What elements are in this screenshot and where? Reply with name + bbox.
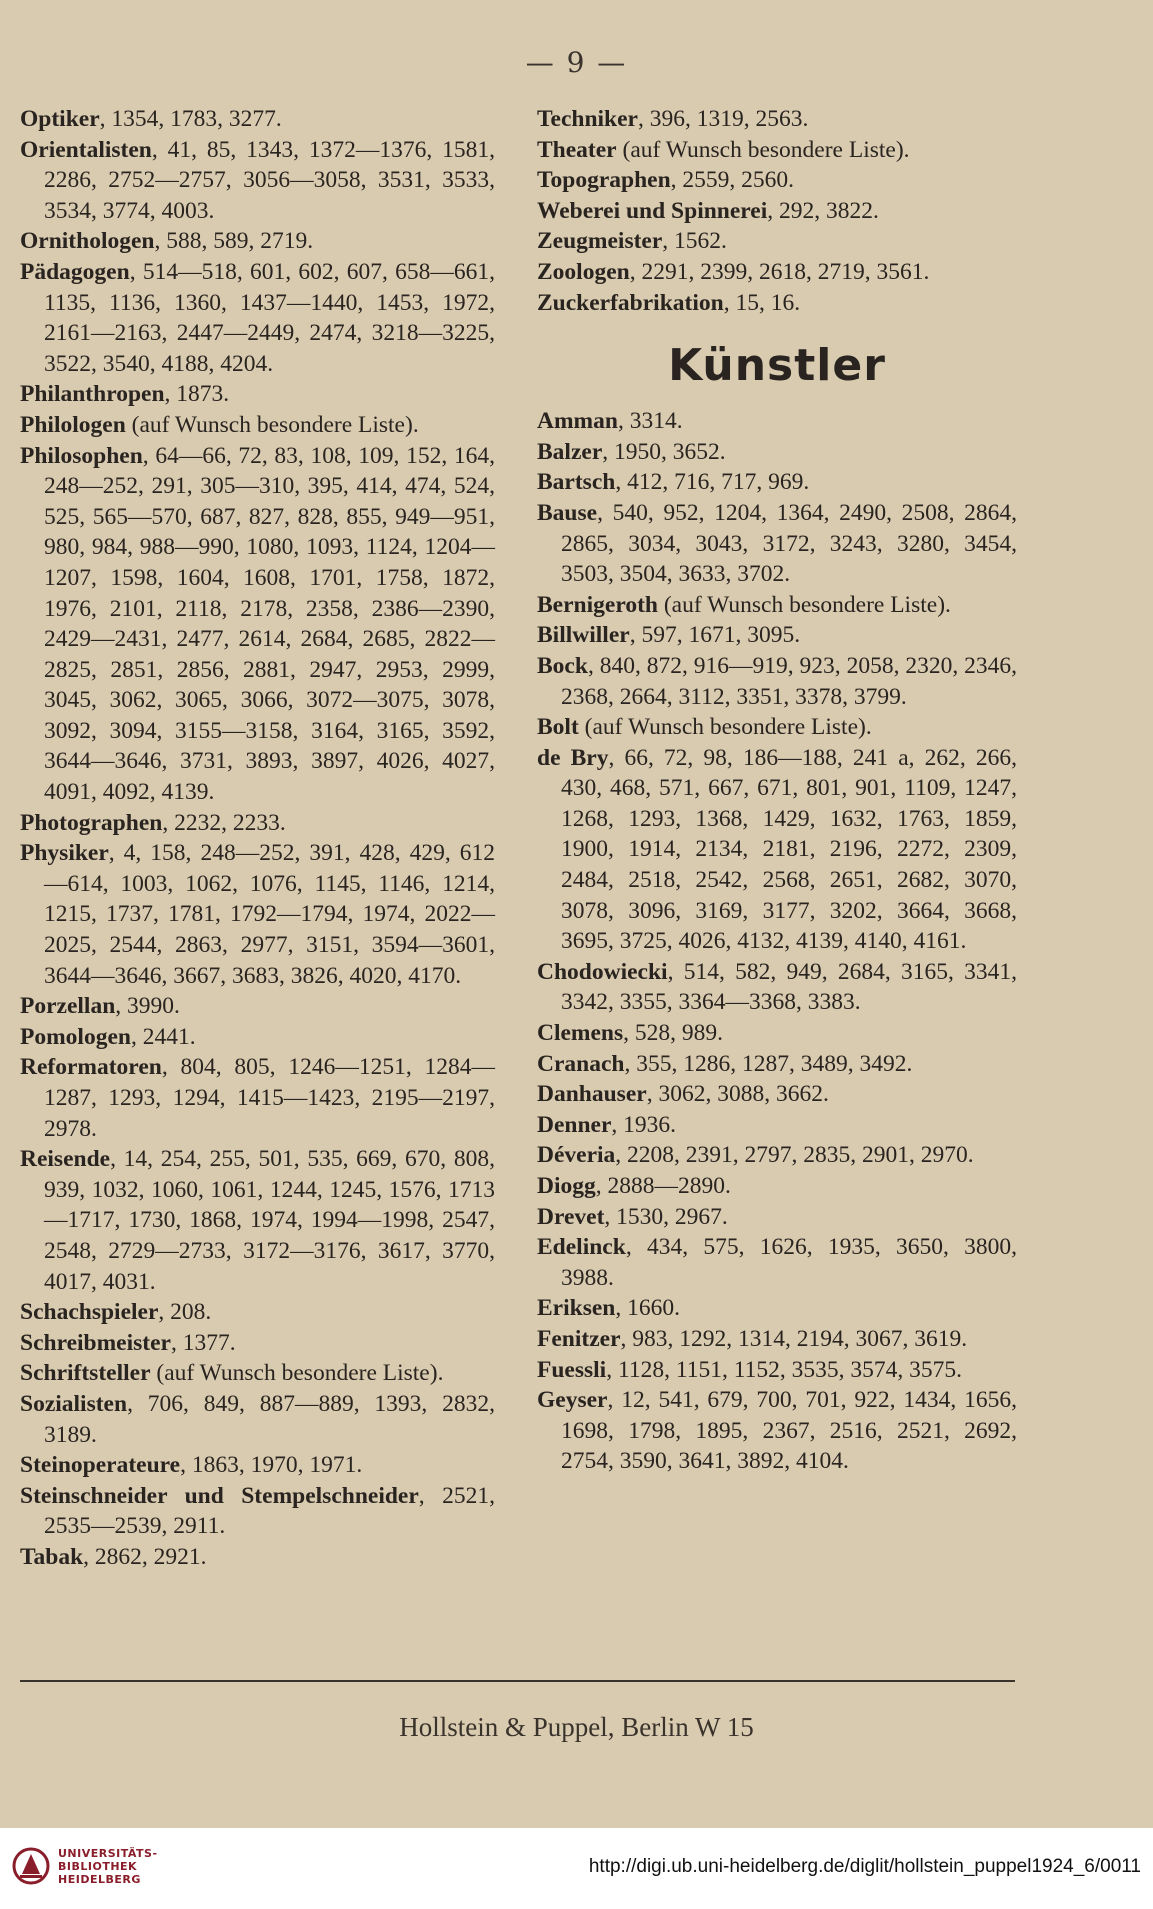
index-entry bbox=[537, 498, 1017, 590]
entry-references: , 1530, 2967. bbox=[604, 1203, 728, 1230]
index-entry bbox=[537, 957, 1017, 1018]
entry-term: Schachspieler bbox=[20, 1299, 159, 1326]
index-entry bbox=[20, 1481, 495, 1542]
index-entry bbox=[537, 1355, 1017, 1386]
entry-term: Bause bbox=[537, 499, 598, 526]
entry-references: , 528, 989. bbox=[623, 1020, 724, 1047]
left-index-column bbox=[20, 104, 495, 1573]
entry-term: Balzer bbox=[537, 438, 603, 465]
entry-references: (auf Wunsch besondere Liste). bbox=[150, 1360, 444, 1387]
entry-term: Photographen bbox=[20, 809, 163, 836]
entry-term: Pomologen bbox=[20, 1023, 131, 1050]
entry-term: Zeugmeister bbox=[537, 228, 663, 255]
index-entry bbox=[537, 1202, 1017, 1233]
entry-references: , 41, 85, 1343, 1372—1376, 1581, 2286, 2752—2757, 3056—3058, 3531, 3533, 3534, 3774, 4003. bbox=[44, 136, 495, 224]
entry-references: , 15, 16. bbox=[723, 289, 801, 316]
index-entry bbox=[20, 441, 495, 808]
index-entry bbox=[20, 838, 495, 991]
index-entry bbox=[537, 1171, 1017, 1202]
entry-references: , 64—66, 72, 83, 108, 109, 152, 164, 248—252, 291, 305—310, 395, 414, 474, 524, 525, 565—570, 687, 827, 828, 855, 949—951, 980, 984, 988—990, 1080, 1093, 1124, 1204—1207, 1598, 1604, 1608, 1701, 1758, 1872, 1976, 2101, 2118, 2178, 2358, 2386—2390, 2429—2431, 2477, 2614, 2684, 2685, 2822—2825, 2851, 2856, 2881, 2947, 2953, 2999, 3045, 3062, 3065, 3066, 3072—3075, 3078, 3092, 3094, 3155—3158, 3164, 3165, 3592, 3644—3646, 3731, 3893, 3897, 4026, 4027, 4091, 4092, 4139. bbox=[44, 442, 495, 806]
entry-references: , 412, 716, 717, 969. bbox=[615, 469, 810, 496]
index-entry bbox=[537, 1324, 1017, 1355]
entry-references: , 3990. bbox=[115, 993, 180, 1020]
entry-references: , 514, 582, 949, 2684, 3165, 3341, 3342, 3355, 3364—3368, 3383. bbox=[561, 958, 1017, 1016]
publisher-imprint: Hollstein & Puppel, Berlin W 15 bbox=[399, 1712, 754, 1742]
entry-term: Eriksen bbox=[537, 1295, 616, 1322]
entry-references: , 2441. bbox=[130, 1023, 196, 1050]
entry-term: Déveria bbox=[537, 1142, 616, 1169]
entry-term: Bartsch bbox=[537, 469, 616, 496]
entry-term: Fenitzer bbox=[537, 1325, 621, 1352]
index-entry bbox=[20, 1022, 495, 1053]
entry-references: , 983, 1292, 1314, 2194, 3067, 3619. bbox=[620, 1325, 968, 1352]
entry-references: , 1936. bbox=[611, 1111, 677, 1138]
entry-references: , 2291, 2399, 2618, 2719, 3561. bbox=[629, 258, 930, 285]
index-entry bbox=[537, 165, 1017, 196]
right-index-column bbox=[537, 104, 1017, 1477]
entry-references: , 66, 72, 98, 186—188, 241 a, 262, 266, 430, 468, 571, 667, 671, 801, 901, 1109, 1247, 1268, 1293, 1368, 1429, 1632, 1763, 1859, 1900, 1914, 2134, 2181, 2196, 2272, 2309, 2484, 2518, 2542, 2568, 2651, 2682, 3070, 3078, 3096, 3169, 3177, 3202, 3664, 3668, 3695, 3725, 4026, 4132, 4139, 4140, 4161. bbox=[561, 744, 1017, 955]
index-entry bbox=[20, 257, 495, 379]
entry-references: , 2888—2890. bbox=[595, 1173, 731, 1199]
entry-references: , 355, 1286, 1287, 3489, 3492. bbox=[624, 1050, 913, 1077]
entry-term: Bock bbox=[537, 652, 588, 679]
entry-references: (auf Wunsch besondere Liste). bbox=[616, 136, 910, 163]
library-seal-icon bbox=[12, 1844, 50, 1888]
index-entry bbox=[537, 1232, 1017, 1293]
footer-rule bbox=[20, 1680, 1015, 1682]
index-entry bbox=[20, 1389, 495, 1450]
entry-references: , 396, 1319, 2563. bbox=[637, 106, 809, 132]
entry-references: , 840, 872, 916—919, 923, 2058, 2320, 2346, 2368, 2664, 3112, 3351, 3378, 3799. bbox=[561, 652, 1017, 710]
entry-term: Bolt bbox=[537, 714, 579, 741]
entry-term: Steinoperateure bbox=[20, 1452, 181, 1479]
entry-term: Bernigeroth bbox=[537, 591, 658, 618]
entry-references: (auf Wunsch besondere Liste). bbox=[657, 591, 951, 618]
entry-references: , 4, 158, 248—252, 391, 428, 429, 612—614, 1003, 1062, 1076, 1145, 1146, 1214, 1215, 1737, 1781, 1792—1794, 1974, 2022—2025, 2544, 2863, 2977, 3151, 3594—3601, 3644—3646, 3667, 3683, 3826, 4020, 4170. bbox=[44, 840, 495, 989]
entry-term: Orientalisten bbox=[20, 136, 152, 163]
entry-term: Cranach bbox=[537, 1050, 625, 1077]
entry-term: Amman bbox=[537, 408, 618, 435]
subject-entries bbox=[537, 104, 1017, 318]
entry-term: Pädagogen bbox=[20, 258, 130, 285]
entry-term: Sozialisten bbox=[20, 1390, 128, 1417]
entry-references: , 3314. bbox=[617, 408, 683, 435]
entry-term: Philosophen bbox=[20, 442, 143, 469]
entry-references: , 2521, 2535—2539, 2911. bbox=[44, 1482, 495, 1540]
entry-references: , 514—518, 601, 602, 607, 658—661, 1135, 1136, 1360, 1437—1440, 1453, 1972, 2161—2163, 2447—2449, 2474, 3218—3225, 3522, 3540, 4188, 4204. bbox=[44, 258, 495, 377]
entry-term: Topographen bbox=[537, 167, 671, 194]
entry-term: Reformatoren bbox=[20, 1054, 162, 1081]
entry-term: Optiker bbox=[20, 106, 100, 132]
entry-term: Porzellan bbox=[20, 993, 116, 1020]
entry-references: , 3062, 3088, 3662. bbox=[646, 1081, 829, 1108]
entry-term: Schriftsteller bbox=[20, 1360, 151, 1387]
index-entry bbox=[20, 104, 495, 135]
index-entry bbox=[20, 1297, 495, 1328]
entry-term: Ornithologen bbox=[20, 228, 155, 255]
index-entry bbox=[537, 651, 1017, 712]
index-entry bbox=[537, 620, 1017, 651]
index-entry bbox=[537, 196, 1017, 227]
entry-term: Fuessli bbox=[537, 1356, 607, 1383]
entry-term: Techniker bbox=[537, 106, 638, 132]
viewer-bar bbox=[0, 1828, 1153, 1909]
entry-term: Denner bbox=[537, 1111, 612, 1138]
index-entry bbox=[537, 590, 1017, 621]
index-entry bbox=[537, 1385, 1017, 1477]
entry-references: , 1950, 3652. bbox=[602, 438, 726, 465]
index-entry bbox=[20, 226, 495, 257]
entry-term: Zuckerfabrikation bbox=[537, 289, 724, 316]
entry-references: , 208. bbox=[158, 1299, 212, 1326]
logo-line: HEIDELBERG bbox=[58, 1872, 141, 1886]
entry-references: , 588, 589, 2719. bbox=[154, 228, 314, 255]
entry-term: Billwiller bbox=[537, 622, 630, 649]
index-entry bbox=[537, 226, 1017, 257]
entry-references: , 1354, 1783, 3277. bbox=[99, 106, 282, 132]
entry-term: Zoologen bbox=[537, 258, 630, 285]
index-entry bbox=[537, 743, 1017, 957]
page-number: — 9 — bbox=[525, 46, 628, 79]
index-entry bbox=[537, 1018, 1017, 1049]
index-entry bbox=[537, 467, 1017, 498]
index-entry bbox=[20, 991, 495, 1022]
index-entry bbox=[20, 1542, 495, 1573]
index-entry bbox=[20, 410, 495, 441]
entry-term: Tabak bbox=[20, 1543, 84, 1570]
entry-references: , 2559, 2560. bbox=[670, 167, 795, 194]
entry-term: Philologen bbox=[20, 411, 126, 438]
entry-references: (auf Wunsch besondere Liste). bbox=[125, 411, 419, 438]
entry-term: Theater bbox=[537, 136, 617, 163]
entry-references: , 1660. bbox=[615, 1295, 680, 1322]
entry-term: Edelinck bbox=[537, 1234, 626, 1261]
index-entry bbox=[20, 808, 495, 839]
entry-term: Schreibmeister bbox=[20, 1329, 171, 1356]
library-logo[interactable] bbox=[12, 1844, 158, 1888]
index-entry bbox=[537, 135, 1017, 166]
entry-term: Geyser bbox=[537, 1387, 608, 1414]
entry-references: , 540, 952, 1204, 1364, 2490, 2508, 2864, 2865, 3034, 3043, 3172, 3243, 3280, 3454, 3503, 3504, 3633, 3702. bbox=[561, 499, 1017, 588]
index-entry bbox=[537, 1079, 1017, 1110]
index-entry bbox=[20, 1144, 495, 1297]
entry-references: , 2862, 2921. bbox=[83, 1543, 207, 1570]
entry-term: Drevet bbox=[537, 1203, 605, 1230]
entry-term: Diogg bbox=[537, 1173, 596, 1199]
entry-references: , 14, 254, 255, 501, 535, 669, 670, 808, 939, 1032, 1060, 1061, 1244, 1245, 1576, 1713—1717, 1730, 1868, 1974, 1994—1998, 2547, 2548, 2729—2733, 3172—3176, 3617, 3770, 4017, 4031. bbox=[44, 1146, 495, 1295]
index-entry bbox=[537, 104, 1017, 135]
entry-references: , 597, 1671, 3095. bbox=[629, 622, 801, 649]
index-entry bbox=[537, 712, 1017, 743]
entry-references: , 292, 3822. bbox=[767, 197, 879, 224]
entry-term: Physiker bbox=[20, 840, 109, 867]
index-entry bbox=[537, 1140, 1017, 1171]
entry-references: , 2232, 2233. bbox=[162, 809, 286, 836]
logo-line: UNIVERSITÄTS- bbox=[58, 1846, 158, 1860]
index-entry bbox=[537, 1293, 1017, 1324]
entry-term: Chodowiecki bbox=[537, 958, 668, 985]
index-entry bbox=[537, 1110, 1017, 1141]
entry-references: , 2208, 2391, 2797, 2835, 2901, 2970. bbox=[615, 1142, 974, 1169]
index-entry bbox=[537, 1049, 1017, 1080]
index-entry bbox=[20, 1358, 495, 1389]
entry-references: , 1377. bbox=[170, 1329, 236, 1356]
section-heading: Künstler bbox=[668, 340, 886, 392]
index-entry bbox=[20, 1052, 495, 1144]
index-entry bbox=[20, 135, 495, 227]
entry-references: , 1128, 1151, 1152, 3535, 3574, 3575. bbox=[606, 1356, 962, 1383]
index-entry bbox=[20, 1328, 495, 1359]
source-url-link[interactable]: http://digi.ub.uni-heidelberg.de/diglit/hollstein_puppel1924_6/0011 bbox=[588, 1856, 1141, 1877]
index-entry bbox=[537, 406, 1017, 437]
entry-term: Danhauser bbox=[537, 1081, 647, 1108]
entry-references: , 12, 541, 679, 700, 701, 922, 1434, 1656, 1698, 1798, 1895, 2367, 2516, 2521, 2692, 2754, 3590, 3641, 3892, 4104. bbox=[561, 1387, 1017, 1475]
artist-entries bbox=[537, 406, 1017, 1477]
index-entry bbox=[537, 257, 1017, 288]
entry-term: Reisende bbox=[20, 1146, 111, 1173]
entry-references: , 434, 575, 1626, 1935, 3650, 3800, 3988. bbox=[561, 1234, 1017, 1291]
entry-references: , 1562. bbox=[662, 228, 727, 255]
index-entry bbox=[537, 437, 1017, 468]
index-entry bbox=[537, 288, 1017, 319]
index-entry bbox=[20, 379, 495, 410]
entry-references: (auf Wunsch besondere Liste). bbox=[578, 714, 872, 741]
index-entry bbox=[20, 1450, 495, 1481]
library-logo-text bbox=[58, 1847, 158, 1886]
entry-references: , 1873. bbox=[164, 381, 230, 408]
entry-references: , 706, 849, 887—889, 1393, 2832, 3189. bbox=[44, 1390, 495, 1448]
entry-term: Weberei und Spinnerei bbox=[537, 197, 768, 224]
entry-references: , 804, 805, 1246—1251, 1284—1287, 1293, 1294, 1415—1423, 2195—2197, 2978. bbox=[44, 1054, 495, 1142]
entry-term: Steinschneider und Stempelschneider bbox=[20, 1482, 419, 1509]
logo-line: BIBLIOTHEK bbox=[58, 1859, 138, 1873]
entry-term: Clemens bbox=[537, 1020, 624, 1047]
entry-term: de Bry bbox=[537, 744, 609, 771]
entry-references: , 1863, 1970, 1971. bbox=[180, 1452, 363, 1479]
entry-term: Philanthropen bbox=[20, 381, 165, 408]
